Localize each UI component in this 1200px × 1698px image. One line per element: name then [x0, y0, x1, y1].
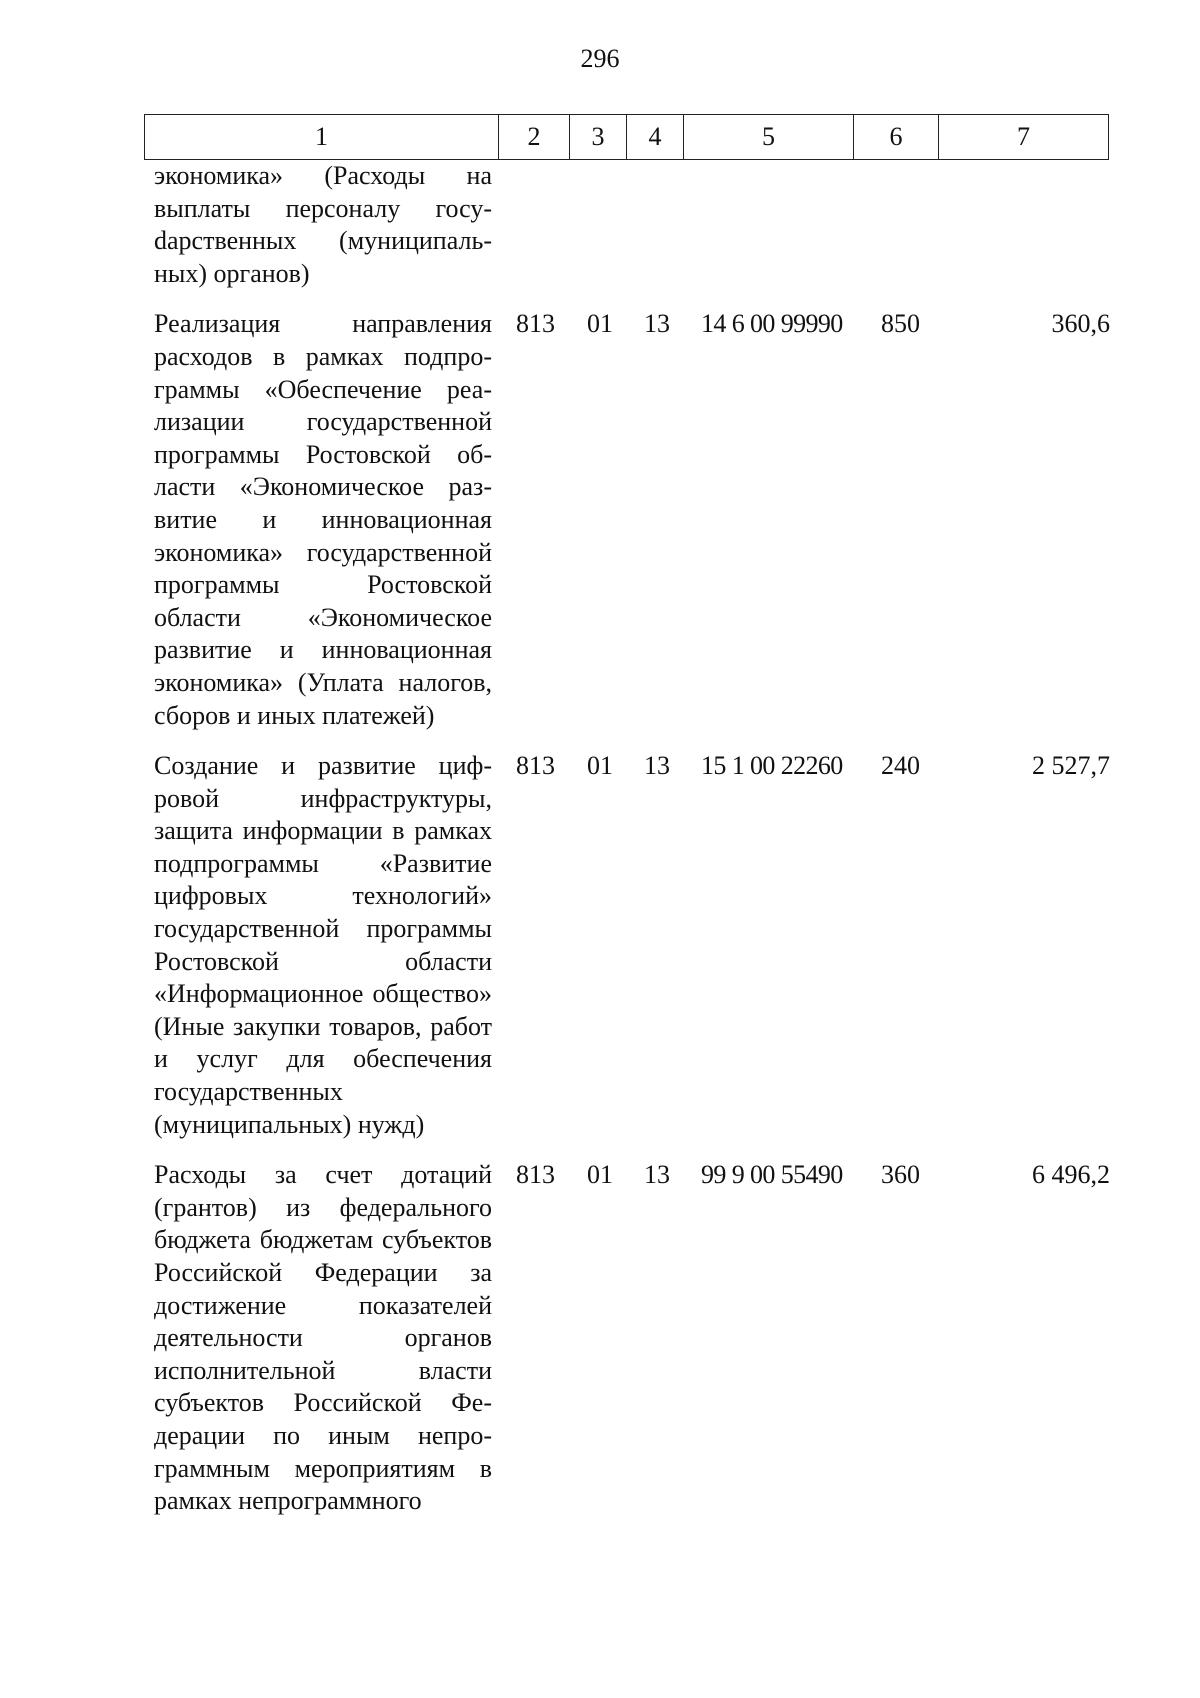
row-target-code: 15 1 00 22260 — [701, 751, 843, 781]
table-row — [144, 750, 1120, 1141]
row-subsection-code: 13 — [644, 1160, 670, 1190]
header-col-7: 7 — [939, 115, 1109, 160]
row-ministry-code: 813 — [516, 309, 555, 339]
row-section-code: 01 — [587, 309, 613, 339]
row-description: Создание и развитие цифровой инфраструктуры, защита информации в рамках подпрограммы «Развитие цифровых технологий» государственной программы Ростовской области «Информационное общество» (Иные закупки товаров, работ и услуг для обеспечения государственных (муниципальных) нужд) — [154, 751, 492, 1139]
table-header — [144, 114, 1109, 160]
row-subsection-code: 13 — [644, 751, 670, 781]
table-row — [144, 308, 1120, 732]
row-section-code: 01 — [587, 1160, 613, 1190]
row-subsection-code: 13 — [644, 309, 670, 339]
row-target-code: 14 6 00 99990 — [701, 309, 843, 339]
header-col-3: 3 — [570, 115, 627, 160]
row-section-code: 01 — [587, 751, 613, 781]
row-description: Реализация направления расходов в рамках подпрограммы «Обеспечение реализации государственной программы Ростовской области «Экономическое развитие и инновационная экономика» государственной программы Ростовской области «Экономическое развитие и инновационная экономика» (Уплата налогов, сборов и иных платежей) — [154, 309, 492, 730]
row-target-code: 99 9 00 55490 — [701, 1160, 843, 1190]
row-amount: 6 496,2 — [1032, 1160, 1110, 1190]
page-number: 296 — [580, 44, 620, 73]
header-col-4: 4 — [627, 115, 684, 160]
table-row — [144, 1159, 1120, 1518]
row-description: Расходы за счет дотаций (грантов) из федерального бюджета бюджетам субъектов Российской Федерации за достижение показателей деятельности органов исполнительной власти субъектов Российской Федерации по иным непрограммным мероприятиям в рамках непрограммного — [154, 1160, 492, 1516]
row-ministry-code: 813 — [516, 1160, 555, 1190]
row-ministry-code: 813 — [516, 751, 555, 781]
header-col-1: 1 — [145, 115, 499, 160]
table-row — [144, 160, 1120, 290]
row-expense-type-code: 850 — [881, 309, 920, 339]
row-amount: 360,6 — [1051, 309, 1110, 339]
row-description: экономика» (Расходы на выплаты персоналу госуdарственных (муниципальных) органов) — [154, 161, 492, 288]
row-amount: 2 527,7 — [1032, 751, 1110, 781]
row-expense-type-code: 240 — [881, 751, 920, 781]
header-col-5: 5 — [684, 115, 854, 160]
table-body — [144, 160, 1120, 1518]
header-col-2: 2 — [499, 115, 570, 160]
row-expense-type-code: 360 — [881, 1160, 920, 1190]
header-col-6: 6 — [854, 115, 939, 160]
